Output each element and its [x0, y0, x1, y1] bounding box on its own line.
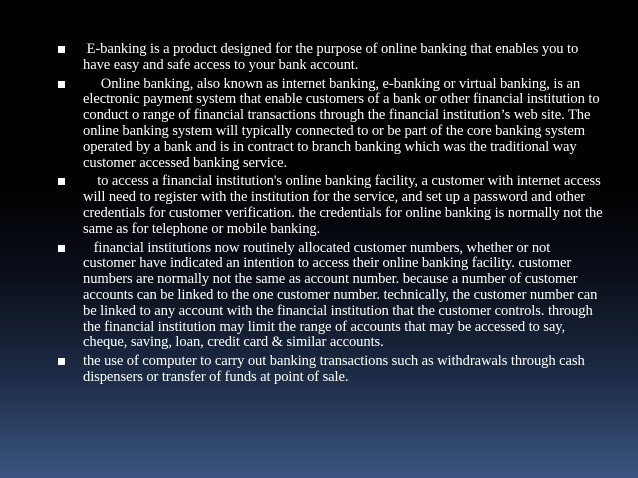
square-bullet-icon — [58, 358, 65, 365]
square-bullet-icon — [58, 245, 65, 252]
bullet-list — [58, 42, 606, 389]
square-bullet-icon — [58, 178, 65, 185]
bullet-text: the use of computer to carry out banking transactions such as withdrawals through cash dispensers or transfer of funds at point of sale. — [83, 353, 589, 385]
bullet-item — [58, 354, 606, 386]
square-bullet-icon — [58, 46, 65, 53]
bullet-text: to access a financial institution's online banking facility, a customer with internet access will need to register with the institution for the service, and set up a password and other credentials for customer verification. the credentials for online banking is normally not the same as for telephone or mobile banking. — [83, 173, 607, 237]
square-bullet-icon — [58, 81, 65, 88]
bullet-item — [58, 241, 606, 352]
bullet-text: Online banking, also known as internet banking, e-banking or virtual banking, is an electronic payment system that enable customers of a bank or other financial institution to conduct o range of financial transactions through the financial institution’s web site. The online banking system will typically connected to or be part of the core banking system operated by a bank and is in contract to branch banking which was the traditional way customer accessed banking service. — [83, 75, 604, 171]
bullet-item — [58, 174, 606, 237]
bullet-item — [58, 42, 606, 74]
bullet-text: E-banking is a product designed for the purpose of online banking that enables you to have easy and safe access to your bank account. — [83, 41, 582, 73]
bullet-item — [58, 77, 606, 172]
bullet-text: financial institutions now routinely allocated customer numbers, whether or not customer have indicated an intention to access their online banking facility. customer numbers are normally not the same as account number. because a number of customer accounts can be linked to the one customer number. technically, the customer number can be linked to any account with the financial institution that the customer controls. through the financial institution may limit the range of accounts that may be accessed to say, cheque, saving, loan, credit card & similar accounts. — [83, 239, 601, 351]
